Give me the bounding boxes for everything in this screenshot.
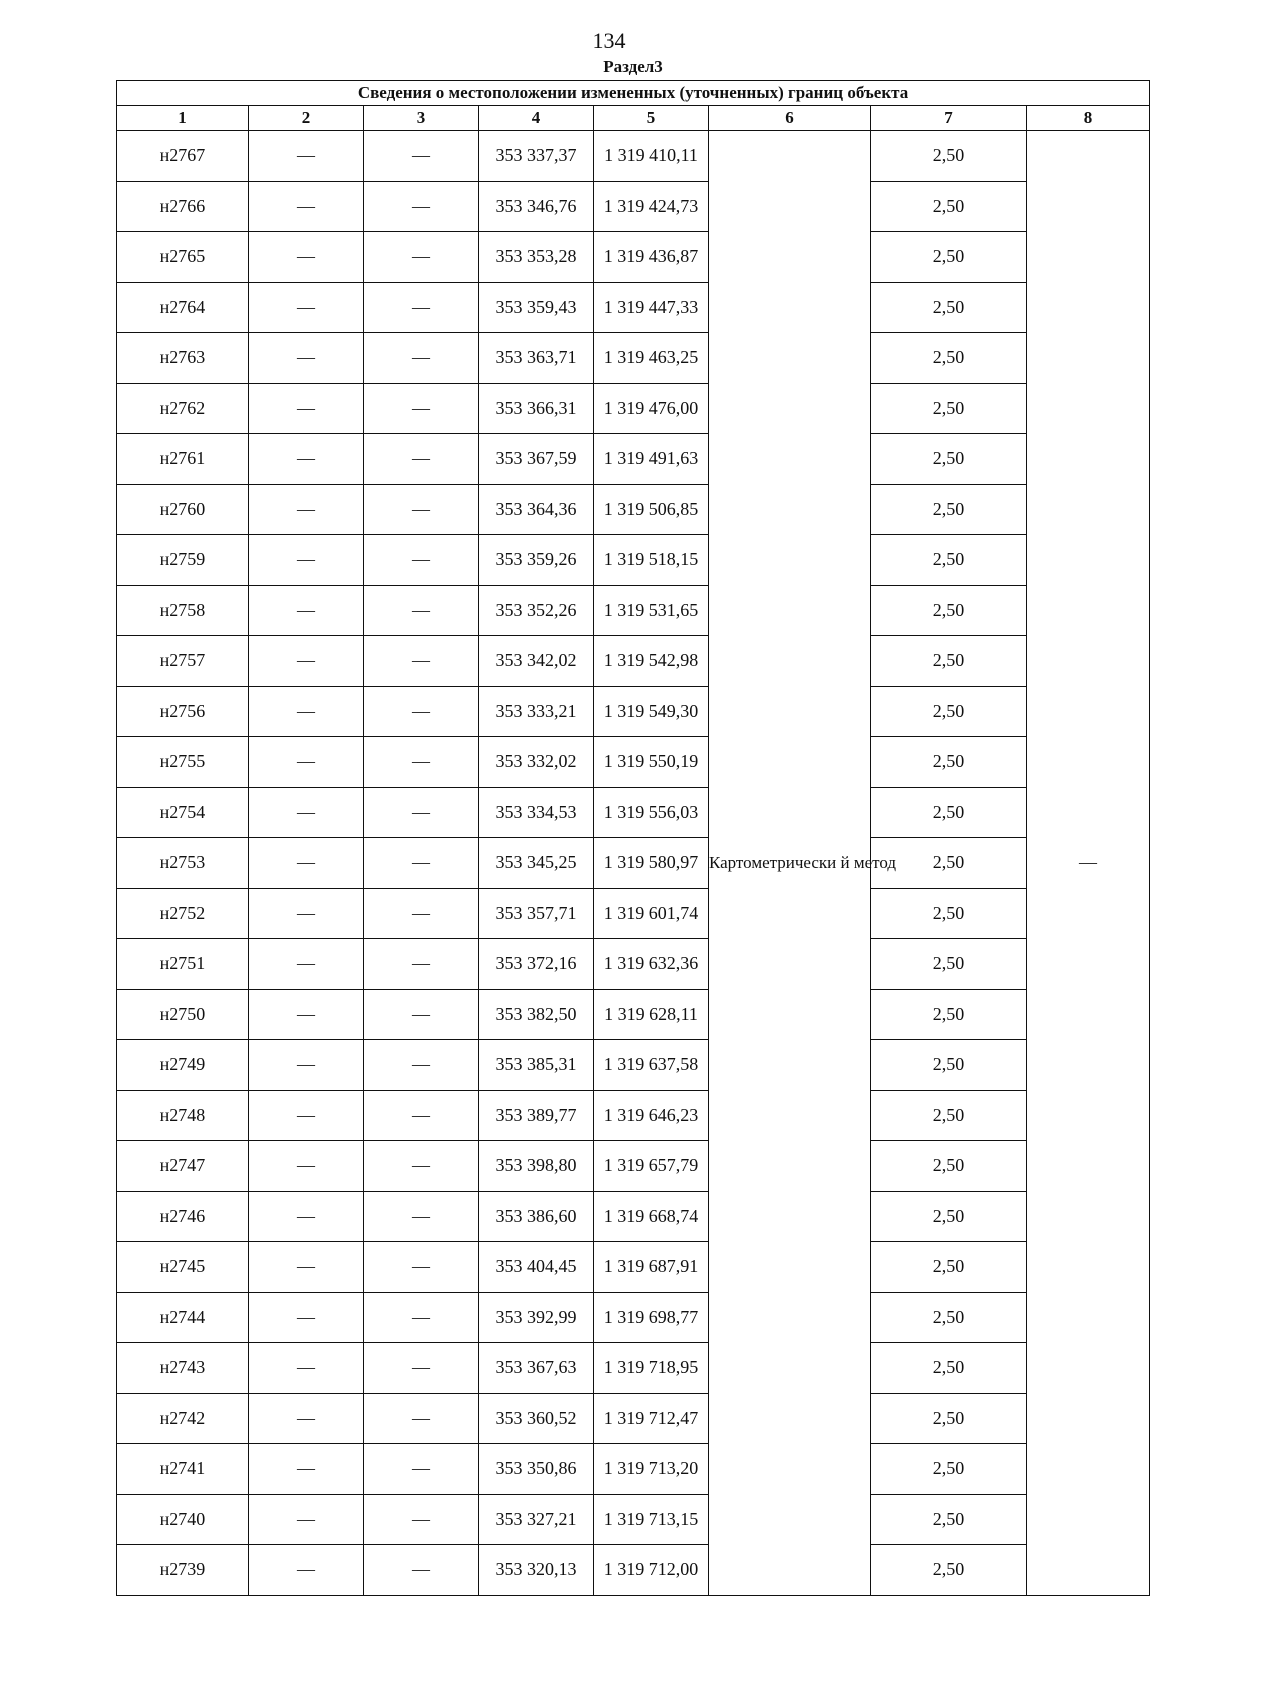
y-coordinate-cell: 1 319 542,98 <box>594 636 709 687</box>
precision-cell: 2,50 <box>871 484 1027 535</box>
table-row <box>117 1090 1150 1141</box>
x-coordinate-cell: 353 334,53 <box>479 787 594 838</box>
precision-cell: 2,50 <box>871 989 1027 1040</box>
x-coordinate-cell: 353 392,99 <box>479 1292 594 1343</box>
y-coordinate-cell: 1 319 713,20 <box>594 1444 709 1495</box>
point-number-cell: н2757 <box>117 636 249 687</box>
precision-cell: 2,50 <box>871 181 1027 232</box>
x-coordinate-cell: 353 345,25 <box>479 838 594 889</box>
precision-cell: 2,50 <box>871 282 1027 333</box>
col2-cell: — <box>249 787 364 838</box>
table-row <box>117 888 1150 939</box>
y-coordinate-cell: 1 319 491,63 <box>594 434 709 485</box>
x-coordinate-cell: 353 367,59 <box>479 434 594 485</box>
point-number-cell: н2755 <box>117 737 249 788</box>
precision-cell: 2,50 <box>871 737 1027 788</box>
col3-cell: — <box>364 1141 479 1192</box>
x-coordinate-cell: 353 352,26 <box>479 585 594 636</box>
y-coordinate-cell: 1 319 531,65 <box>594 585 709 636</box>
point-number-cell: н2748 <box>117 1090 249 1141</box>
table-row <box>117 434 1150 485</box>
x-coordinate-cell: 353 353,28 <box>479 232 594 283</box>
precision-cell: 2,50 <box>871 585 1027 636</box>
col3-cell: — <box>364 585 479 636</box>
precision-cell: 2,50 <box>871 1545 1027 1596</box>
col3-cell: — <box>364 1343 479 1394</box>
point-number-cell: н2747 <box>117 1141 249 1192</box>
column-header: 8 <box>1027 106 1150 131</box>
col3-cell: — <box>364 1191 479 1242</box>
point-number-cell: н2753 <box>117 838 249 889</box>
table-row <box>117 1393 1150 1444</box>
col2-cell: — <box>249 686 364 737</box>
y-coordinate-cell: 1 319 601,74 <box>594 888 709 939</box>
col2-cell: — <box>249 535 364 586</box>
method-cell: Картометрически й метод <box>709 131 871 1596</box>
point-number-cell: н2741 <box>117 1444 249 1495</box>
table-row <box>117 1141 1150 1192</box>
precision-cell: 2,50 <box>871 1141 1027 1192</box>
point-number-cell: н2761 <box>117 434 249 485</box>
y-coordinate-cell: 1 319 628,11 <box>594 989 709 1040</box>
col2-cell: — <box>249 1393 364 1444</box>
precision-cell: 2,50 <box>871 838 1027 889</box>
table-body <box>117 131 1150 1596</box>
x-coordinate-cell: 353 333,21 <box>479 686 594 737</box>
x-coordinate-cell: 353 359,26 <box>479 535 594 586</box>
x-coordinate-cell: 353 320,13 <box>479 1545 594 1596</box>
col2-cell: — <box>249 888 364 939</box>
table-row <box>117 585 1150 636</box>
x-coordinate-cell: 353 346,76 <box>479 181 594 232</box>
point-number-cell: н2752 <box>117 888 249 939</box>
col3-cell: — <box>364 989 479 1040</box>
y-coordinate-cell: 1 319 698,77 <box>594 1292 709 1343</box>
y-coordinate-cell: 1 319 712,47 <box>594 1393 709 1444</box>
col3-cell: — <box>364 737 479 788</box>
precision-cell: 2,50 <box>871 1393 1027 1444</box>
y-coordinate-cell: 1 319 713,15 <box>594 1494 709 1545</box>
table-title: Сведения о местоположении измененных (уточненных) границ объекта <box>117 81 1150 106</box>
table-row <box>117 1494 1150 1545</box>
point-number-cell: н2744 <box>117 1292 249 1343</box>
col3-cell: — <box>364 636 479 687</box>
col8-cell: — <box>1027 131 1150 1596</box>
precision-cell: 2,50 <box>871 535 1027 586</box>
point-number-cell: н2756 <box>117 686 249 737</box>
x-coordinate-cell: 353 382,50 <box>479 989 594 1040</box>
y-coordinate-cell: 1 319 424,73 <box>594 181 709 232</box>
col2-cell: — <box>249 585 364 636</box>
table-row <box>117 787 1150 838</box>
col2-cell: — <box>249 131 364 182</box>
col3-cell: — <box>364 1494 479 1545</box>
point-number-cell: н2743 <box>117 1343 249 1394</box>
table-row <box>117 1040 1150 1091</box>
y-coordinate-cell: 1 319 668,74 <box>594 1191 709 1242</box>
x-coordinate-cell: 353 327,21 <box>479 1494 594 1545</box>
col2-cell: — <box>249 1090 364 1141</box>
point-number-cell: н2760 <box>117 484 249 535</box>
col3-cell: — <box>364 1090 479 1141</box>
precision-cell: 2,50 <box>871 1090 1027 1141</box>
y-coordinate-cell: 1 319 518,15 <box>594 535 709 586</box>
table-row <box>117 1191 1150 1242</box>
col2-cell: — <box>249 838 364 889</box>
y-coordinate-cell: 1 319 637,58 <box>594 1040 709 1091</box>
col2-cell: — <box>249 484 364 535</box>
page-number: 134 <box>592 28 626 53</box>
x-coordinate-cell: 353 350,86 <box>479 1444 594 1495</box>
col3-cell: — <box>364 1040 479 1091</box>
x-coordinate-cell: 353 364,36 <box>479 484 594 535</box>
precision-cell: 2,50 <box>871 383 1027 434</box>
y-coordinate-cell: 1 319 549,30 <box>594 686 709 737</box>
col3-cell: — <box>364 939 479 990</box>
x-coordinate-cell: 353 389,77 <box>479 1090 594 1141</box>
x-coordinate-cell: 353 385,31 <box>479 1040 594 1091</box>
point-number-cell: н2759 <box>117 535 249 586</box>
col2-cell: — <box>249 1343 364 1394</box>
column-header: 5 <box>594 106 709 131</box>
x-coordinate-cell: 353 357,71 <box>479 888 594 939</box>
col2-cell: — <box>249 1040 364 1091</box>
col3-cell: — <box>364 383 479 434</box>
col2-cell: — <box>249 1191 364 1242</box>
col3-cell: — <box>364 535 479 586</box>
section-title: Раздел3 <box>603 57 663 76</box>
boundary-table <box>116 80 1150 1596</box>
col2-cell: — <box>249 636 364 687</box>
col2-cell: — <box>249 181 364 232</box>
precision-cell: 2,50 <box>871 939 1027 990</box>
col3-cell: — <box>364 1444 479 1495</box>
column-header: 4 <box>479 106 594 131</box>
table-row <box>117 1343 1150 1394</box>
precision-cell: 2,50 <box>871 1494 1027 1545</box>
col3-cell: — <box>364 434 479 485</box>
table-row <box>117 1444 1150 1495</box>
y-coordinate-cell: 1 319 712,00 <box>594 1545 709 1596</box>
point-number-cell: н2764 <box>117 282 249 333</box>
x-coordinate-cell: 353 337,37 <box>479 131 594 182</box>
point-number-cell: н2740 <box>117 1494 249 1545</box>
y-coordinate-cell: 1 319 657,79 <box>594 1141 709 1192</box>
table-row <box>117 686 1150 737</box>
table-row <box>117 282 1150 333</box>
table-row <box>117 838 1150 889</box>
table-row <box>117 1292 1150 1343</box>
col2-cell: — <box>249 939 364 990</box>
point-number-cell: н2739 <box>117 1545 249 1596</box>
precision-cell: 2,50 <box>871 434 1027 485</box>
precision-cell: 2,50 <box>871 787 1027 838</box>
col2-cell: — <box>249 282 364 333</box>
table-row <box>117 636 1150 687</box>
precision-cell: 2,50 <box>871 888 1027 939</box>
column-header: 6 <box>709 106 871 131</box>
precision-cell: 2,50 <box>871 1191 1027 1242</box>
x-coordinate-cell: 353 398,80 <box>479 1141 594 1192</box>
col3-cell: — <box>364 888 479 939</box>
col2-cell: — <box>249 1242 364 1293</box>
x-coordinate-cell: 353 360,52 <box>479 1393 594 1444</box>
col3-cell: — <box>364 1292 479 1343</box>
col3-cell: — <box>364 282 479 333</box>
x-coordinate-cell: 353 367,63 <box>479 1343 594 1394</box>
point-number-cell: н2754 <box>117 787 249 838</box>
col2-cell: — <box>249 434 364 485</box>
table-row <box>117 1242 1150 1293</box>
column-header: 7 <box>871 106 1027 131</box>
y-coordinate-cell: 1 319 410,11 <box>594 131 709 182</box>
col2-cell: — <box>249 737 364 788</box>
col2-cell: — <box>249 1292 364 1343</box>
col3-cell: — <box>364 232 479 283</box>
col2-cell: — <box>249 1141 364 1192</box>
x-coordinate-cell: 353 404,45 <box>479 1242 594 1293</box>
col3-cell: — <box>364 1393 479 1444</box>
table-row <box>117 939 1150 990</box>
point-number-cell: н2749 <box>117 1040 249 1091</box>
col2-cell: — <box>249 1494 364 1545</box>
x-coordinate-cell: 353 359,43 <box>479 282 594 333</box>
col2-cell: — <box>249 1444 364 1495</box>
column-header-row <box>117 106 1150 131</box>
y-coordinate-cell: 1 319 506,85 <box>594 484 709 535</box>
precision-cell: 2,50 <box>871 131 1027 182</box>
x-coordinate-cell: 353 372,16 <box>479 939 594 990</box>
table-row <box>117 333 1150 384</box>
col3-cell: — <box>364 838 479 889</box>
table-row <box>117 535 1150 586</box>
col2-cell: — <box>249 1545 364 1596</box>
precision-cell: 2,50 <box>871 636 1027 687</box>
point-number-cell: н2763 <box>117 333 249 384</box>
table-row <box>117 232 1150 283</box>
x-coordinate-cell: 353 366,31 <box>479 383 594 434</box>
y-coordinate-cell: 1 319 447,33 <box>594 282 709 333</box>
col2-cell: — <box>249 383 364 434</box>
col2-cell: — <box>249 232 364 283</box>
precision-cell: 2,50 <box>871 1242 1027 1293</box>
col3-cell: — <box>364 131 479 182</box>
table-row <box>117 383 1150 434</box>
point-number-cell: н2751 <box>117 939 249 990</box>
precision-cell: 2,50 <box>871 1040 1027 1091</box>
point-number-cell: н2750 <box>117 989 249 1040</box>
y-coordinate-cell: 1 319 632,36 <box>594 939 709 990</box>
precision-cell: 2,50 <box>871 686 1027 737</box>
precision-cell: 2,50 <box>871 1343 1027 1394</box>
point-number-cell: н2745 <box>117 1242 249 1293</box>
table-row <box>117 989 1150 1040</box>
point-number-cell: н2758 <box>117 585 249 636</box>
y-coordinate-cell: 1 319 550,19 <box>594 737 709 788</box>
y-coordinate-cell: 1 319 463,25 <box>594 333 709 384</box>
x-coordinate-cell: 353 332,02 <box>479 737 594 788</box>
col2-cell: — <box>249 333 364 384</box>
column-header: 2 <box>249 106 364 131</box>
precision-cell: 2,50 <box>871 232 1027 283</box>
y-coordinate-cell: 1 319 556,03 <box>594 787 709 838</box>
point-number-cell: н2765 <box>117 232 249 283</box>
point-number-cell: н2762 <box>117 383 249 434</box>
y-coordinate-cell: 1 319 436,87 <box>594 232 709 283</box>
precision-cell: 2,50 <box>871 333 1027 384</box>
y-coordinate-cell: 1 319 476,00 <box>594 383 709 434</box>
table-row <box>117 484 1150 535</box>
x-coordinate-cell: 353 386,60 <box>479 1191 594 1242</box>
point-number-cell: н2746 <box>117 1191 249 1242</box>
table-row <box>117 737 1150 788</box>
column-header: 3 <box>364 106 479 131</box>
point-number-cell: н2742 <box>117 1393 249 1444</box>
precision-cell: 2,50 <box>871 1444 1027 1495</box>
col3-cell: — <box>364 1545 479 1596</box>
y-coordinate-cell: 1 319 718,95 <box>594 1343 709 1394</box>
x-coordinate-cell: 353 363,71 <box>479 333 594 384</box>
y-coordinate-cell: 1 319 580,97 <box>594 838 709 889</box>
table-row <box>117 131 1150 182</box>
col3-cell: — <box>364 1242 479 1293</box>
point-number-cell: н2767 <box>117 131 249 182</box>
col3-cell: — <box>364 686 479 737</box>
y-coordinate-cell: 1 319 687,91 <box>594 1242 709 1293</box>
point-number-cell: н2766 <box>117 181 249 232</box>
col3-cell: — <box>364 181 479 232</box>
col3-cell: — <box>364 333 479 384</box>
column-header: 1 <box>117 106 249 131</box>
col2-cell: — <box>249 989 364 1040</box>
table-row <box>117 181 1150 232</box>
y-coordinate-cell: 1 319 646,23 <box>594 1090 709 1141</box>
col3-cell: — <box>364 787 479 838</box>
precision-cell: 2,50 <box>871 1292 1027 1343</box>
col3-cell: — <box>364 484 479 535</box>
table-row <box>117 1545 1150 1596</box>
x-coordinate-cell: 353 342,02 <box>479 636 594 687</box>
